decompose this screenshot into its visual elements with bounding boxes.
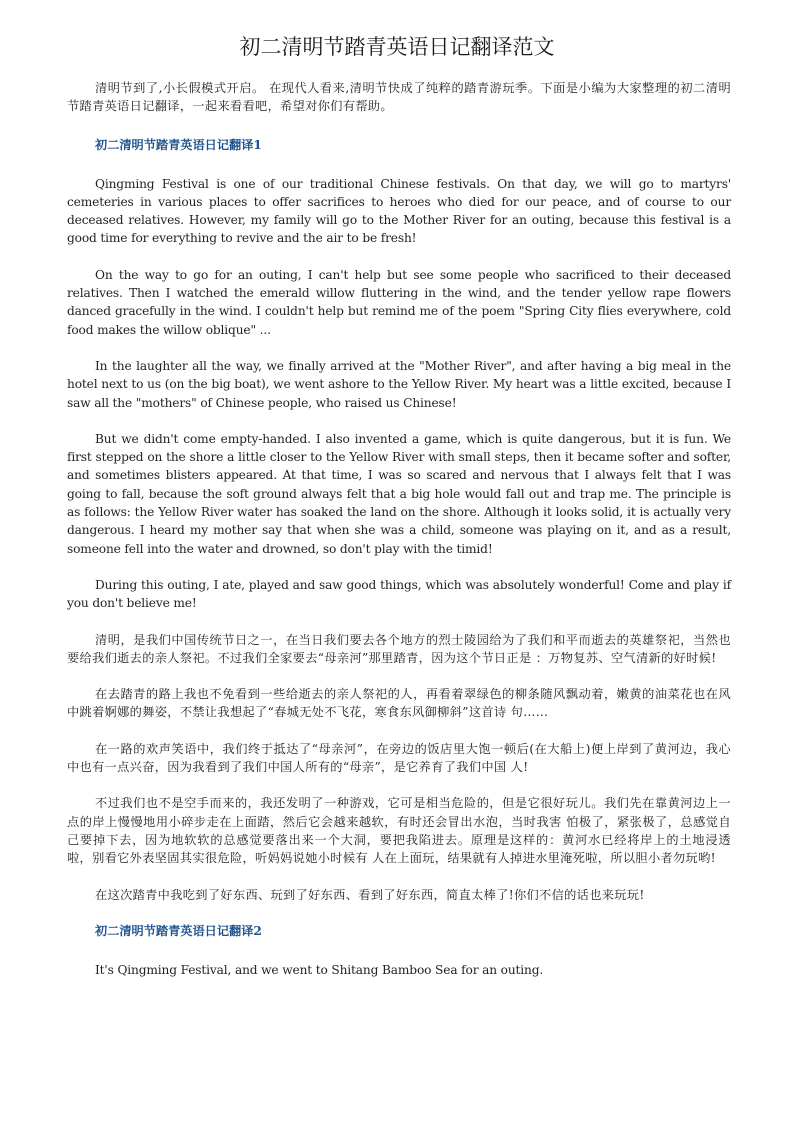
english-paragraph: During this outing, I ate, played and saw good things, which was absolutely wonderful! Come and play if you don't believe me!: [67, 577, 731, 611]
section-heading-1: 初二清明节踏青英语日记翻译1: [95, 137, 262, 152]
chinese-paragraph: 在去踏青的路上我也不免看到一些给逝去的亲人祭祀的人，再看着翠绿色的柳条随风飘动着，嫩黄的油菜花也在风中跳着婀娜的舞姿，不禁让我想起了“春城无处不飞花，寒食东风御柳斜”这首诗 句……: [67, 687, 731, 720]
chinese-paragraph: 在这次踏青中我吃到了好东西、玩到了好东西、看到了好东西，简直太棒了!你们不信的话也来玩玩!: [95, 887, 645, 902]
chinese-paragraph: 清明，是我们中国传统节日之一，在当日我们要去各个地方的烈士陵园给为了我们和平而逝去的英雄祭祀，当然也要给我们逝去的亲人祭祀。不过我们全家要去“母亲河”那里踏青，因为这个节日正是 ：万物复苏、空气清新的好时候!: [67, 632, 731, 665]
chinese-paragraph: 在一路的欢声笑语中，我们终于抵达了“母亲河”，在旁边的饭店里大饱一顿后(在大船上)便上岸到了黄河边，我心中也有一点兴奋，因为我看到了我们中国人所有的“母亲”，是它养育了我们中国 人!: [67, 741, 731, 775]
chinese-paragraph: 不过我们也不是空手而来的，我还发明了一种游戏，它可是相当危险的，但是它很好玩儿。我们先在靠黄河边上一点的岸上慢慢地用小碎步走在上面踏，然后它会越来越软，有时还会冒出水泡，当时我害 怕极了，紧张极了，总感觉自己要掉下去，因为地软软的总感觉要落出来一个大洞，要把我陷进去。原理是这样的：黄河水已经将岸上的土地浸透啦，别看它外表坚固其实很危险，听妈妈说她小时候有 人在上面玩，结果就有人掉进水里淹死啦，所以胆小者勿玩哟!: [67, 796, 731, 866]
english-paragraph: Qingming Festival is one of our traditional Chinese festivals. On that day, we will go to martyrs' cemeteries in various places to offer sacrifices to heroes who died for our peace, and of course to our deceased relatives. However, my family will go to the Mother River for an outing, because this festival is a good time for everything to revive and the air to be fresh!: [67, 176, 731, 246]
english-paragraph: On the way to go for an outing, I can't help but see some people who sacrificed to their deceased relatives. Then I watched the emerald willow fluttering in the wind, and the tender yellow rape flowers danced gracefully in the wind. I couldn't help but remind me of the poem "Spring City flies everywhere, cold food makes the willow oblique" ...: [67, 267, 731, 337]
section-heading-2: 初二清明节踏青英语日记翻译2: [95, 923, 262, 938]
english-paragraph: In the laughter all the way, we finally arrived at the "Mother River", and after having a big meal in the hotel next to us (on the big boat), we went ashore to the Yellow River. My heart was a little excited, because I saw all the "mothers" of Chinese people, who raised us Chinese!: [67, 358, 731, 410]
english-paragraph: It's Qingming Festival, and we went to Shitang Bamboo Sea for an outing.: [95, 962, 544, 977]
intro-paragraph: 清明节到了,小长假模式开启。 在现代人看来,清明节快成了纯粹的踏青游玩季。下面是小编为大家整理的初二清明节踏青英语日记翻译，一起来看看吧，希望对你们有帮助。: [67, 81, 731, 114]
document-body: [67, 79, 731, 997]
english-paragraph: But we didn't come empty-handed. I also invented a game, which is quite dangerous, but it is fun. We first stepped on the shore a little closer to the Yellow River with small steps, then it became softer and softer, and sometimes blisters appeared. At that time, I was so scared and nervous that I always felt that I was going to fall, because the soft ground always felt that a big hole would fall out and trap me. The principle is as follows: the Yellow River water has soaked the land on the shore. Although it looks solid, it is actually very dangerous. I heard my mother say that when she was a child, someone was playing on it, and as a result, someone fell into the water and drowned, so don't play with the timid!: [67, 431, 731, 556]
document-title: 初二清明节踏青英语日记翻译范文: [239, 35, 555, 59]
